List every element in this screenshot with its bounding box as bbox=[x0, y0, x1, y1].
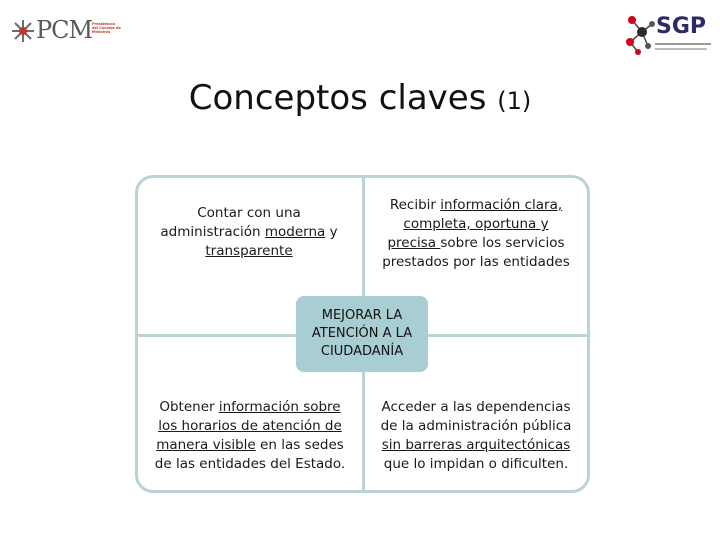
quadrant-underlined-text: manera visible bbox=[156, 437, 256, 453]
quadrant-underlined-text: precisa bbox=[387, 235, 441, 251]
center-goal-text bbox=[312, 307, 412, 361]
center-goal-line: ATENCIÓN A LA bbox=[311, 326, 413, 341]
sgp-logo bbox=[622, 12, 714, 58]
quadrant-text: de la administración pública bbox=[380, 418, 572, 434]
center-goal-box bbox=[296, 296, 428, 372]
pcm-star-icon bbox=[10, 18, 36, 44]
pcm-logo-text: PCM bbox=[36, 16, 93, 44]
center-goal-line: MEJORAR LA bbox=[321, 308, 403, 323]
pcm-logo bbox=[8, 14, 121, 48]
quadrant-text: y bbox=[325, 224, 338, 240]
quadrant-text: de las entidades del Estado. bbox=[154, 456, 346, 472]
quadrant-underlined-text: moderna bbox=[264, 224, 326, 240]
quadrant-text: en las sedes bbox=[255, 437, 344, 453]
slide-title bbox=[0, 78, 720, 118]
quadrant-underlined-text: completa, oportuna y bbox=[403, 216, 549, 232]
quadrant-underlined-text: información sobre bbox=[218, 399, 341, 415]
quadrant-underlined-text: información clara, bbox=[440, 197, 563, 213]
quadrant-top-left bbox=[146, 204, 352, 261]
quadrant-text: Acceder a las dependencias bbox=[381, 399, 571, 415]
quadrant-bottom-right bbox=[368, 398, 584, 474]
quadrant-underlined-text: los horarios de atención de bbox=[158, 418, 342, 434]
quadrant-text: sobre los servicios bbox=[440, 235, 565, 251]
center-goal-line: CIUDADANÍA bbox=[320, 344, 404, 359]
quadrant-bottom-left bbox=[144, 398, 356, 474]
sgp-tagline-line bbox=[655, 48, 707, 50]
quadrant-text: prestados por las entidades bbox=[382, 254, 570, 270]
quadrant-text: Obtener bbox=[159, 399, 219, 415]
quadrant-text: administración bbox=[160, 224, 265, 240]
slide-title-number: (1) bbox=[497, 87, 532, 115]
sgp-tagline-line bbox=[655, 43, 711, 45]
quadrant-text: Contar con una bbox=[197, 205, 301, 221]
quadrant-text: Recibir bbox=[389, 197, 441, 213]
quadrant-top-right bbox=[370, 196, 582, 272]
quadrant-underlined-text: sin barreras arquitectónicas bbox=[381, 437, 571, 453]
pcm-logo-subtext: Presidencia del Consejo de Ministros bbox=[92, 22, 121, 34]
slide-title-text: Conceptos claves bbox=[188, 78, 487, 118]
quadrant-text: que lo impidan o dificulten. bbox=[383, 456, 569, 472]
quadrant-underlined-text: transparente bbox=[205, 243, 293, 259]
sgp-logo-text: SGP bbox=[656, 14, 707, 39]
